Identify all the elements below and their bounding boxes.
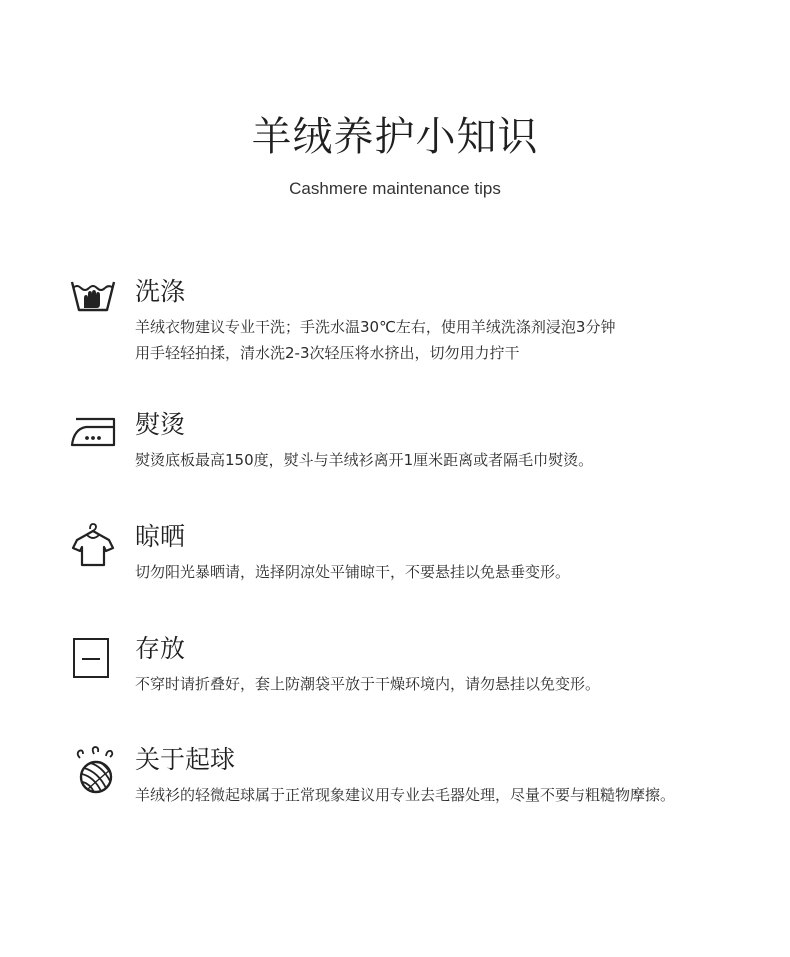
- flat-dry-icon: [70, 635, 120, 685]
- section-description: [135, 671, 600, 697]
- wash-icon: [70, 278, 120, 328]
- description-line: 用手轻轻拍揉，清水洗2-3次轻压将水挤出，切勿用力拧干: [135, 344, 520, 362]
- section-heading: 关于起球: [135, 745, 236, 774]
- section-description: [135, 782, 675, 808]
- section-description: [135, 447, 593, 473]
- section-washing: [0, 276, 790, 386]
- section-heading: 晾晒: [135, 522, 186, 551]
- section-heading: 洗涤: [135, 277, 186, 306]
- description-line: 羊绒衫的轻微起球属于正常现象建议用专业去毛器处理，尽量不要与粗糙物摩擦。: [135, 786, 676, 804]
- section-pilling: [0, 744, 790, 854]
- description-line: 羊绒衣物建议专业干洗；手洗水温30℃左右，使用羊绒洗涤剂浸泡3分钟: [135, 318, 616, 336]
- page-title: 羊绒养护小知识: [251, 114, 539, 160]
- iron-icon: [70, 411, 120, 461]
- yarn-ball-icon: [70, 746, 120, 796]
- section-storage: [0, 633, 790, 743]
- description-line: 不穿时请折叠好，套上防潮袋平放于干燥环境内，请勿悬挂以免变形。: [135, 675, 601, 693]
- section-ironing: [0, 409, 790, 519]
- hanging-shirt-icon: [70, 523, 120, 573]
- section-drying: [0, 521, 790, 631]
- section-description: [135, 314, 615, 366]
- page-subtitle: Cashmere maintenance tips: [289, 179, 501, 198]
- description-line: 熨烫底板最高150度，熨斗与羊绒衫离开1厘米距离或者隔毛巾熨烫。: [135, 451, 594, 469]
- description-line: 切勿阳光暴晒请，选择阴凉处平铺晾干，不要悬挂以免悬垂变形。: [135, 563, 571, 581]
- section-heading: 熨烫: [135, 410, 186, 439]
- section-description: [135, 559, 570, 585]
- section-heading: 存放: [135, 634, 186, 663]
